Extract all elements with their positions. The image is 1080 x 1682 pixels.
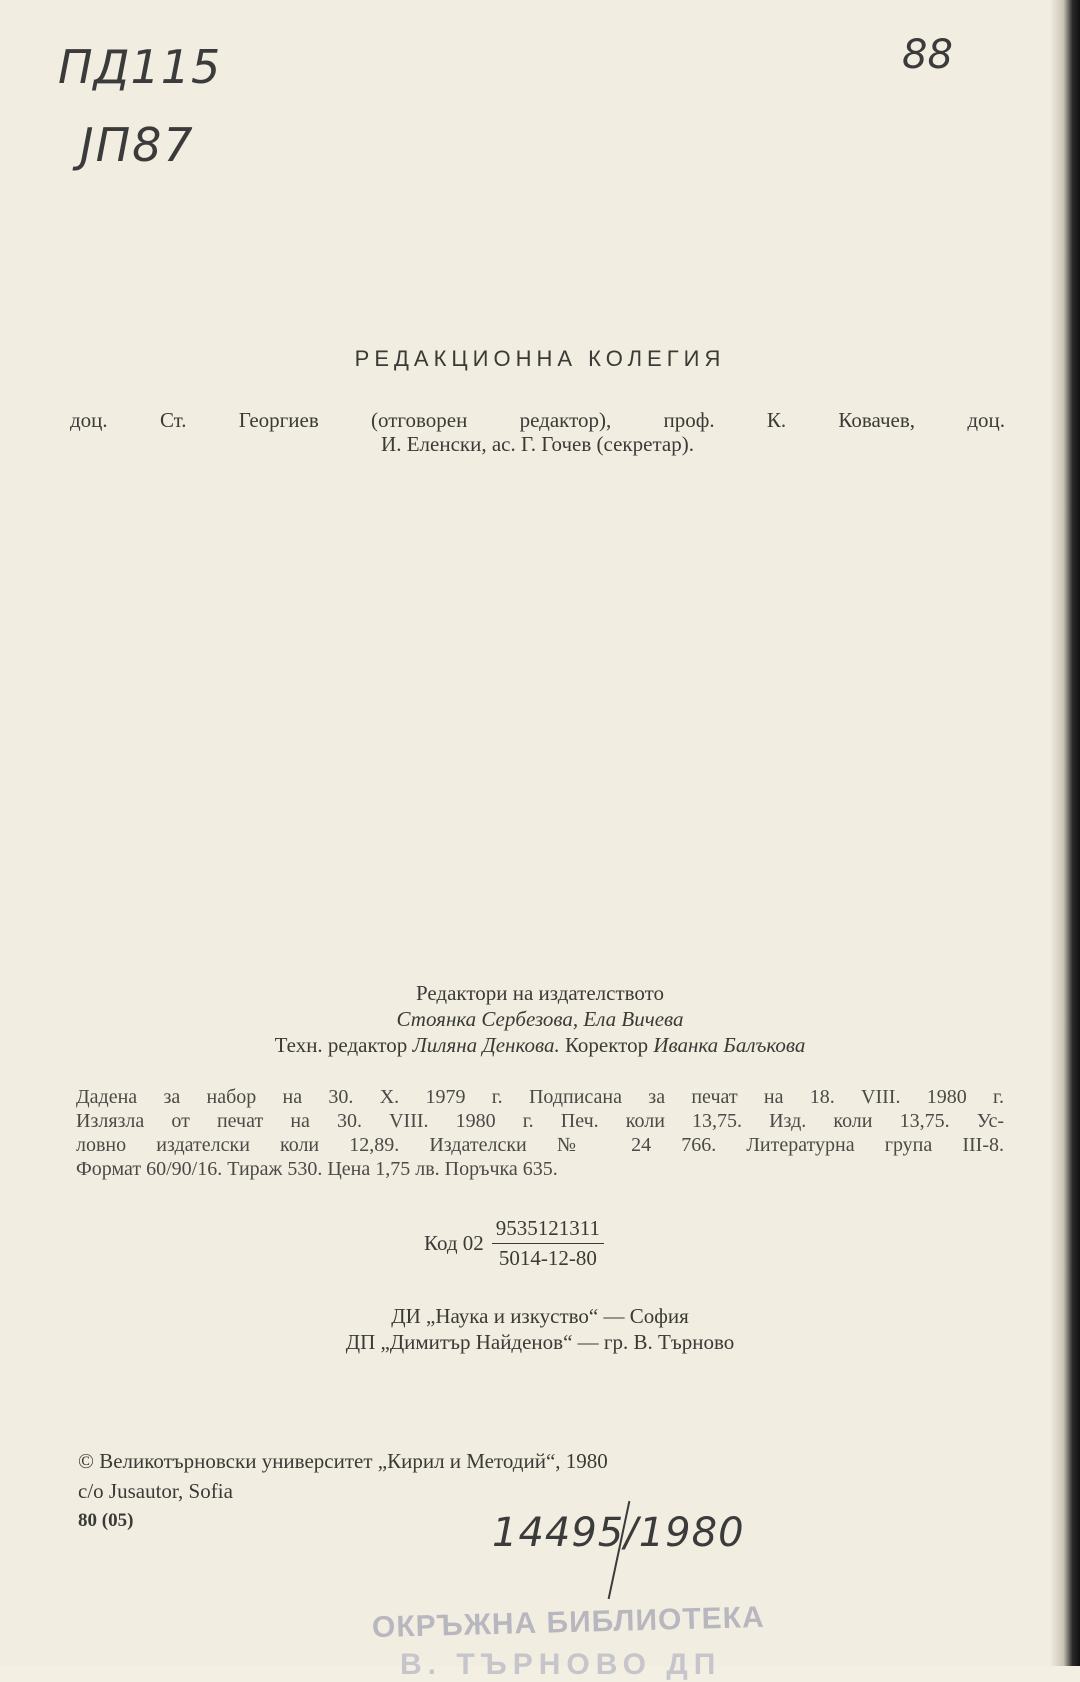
classification-code [424, 1216, 604, 1271]
imprint-line-4: Формат 60/90/16. Тираж 530. Цена 1,75 лв. Поръчка 635. [76, 1158, 558, 1180]
corrector-name: Иванка Балъкова [653, 1033, 806, 1057]
copyright-agency: c/o Jusautor, Sofia [78, 1479, 233, 1503]
publisher-line-1: ДИ „Наука и изкуство“ — София [391, 1304, 689, 1328]
copyright-code: 80 (05) [78, 1510, 134, 1531]
code-fraction [492, 1216, 604, 1271]
corrector-label: Коректор [564, 1033, 649, 1057]
tech-editor-label: Техн. редактор [274, 1033, 408, 1057]
code-denominator: 5014-12-80 [498, 1246, 597, 1270]
publisher-editors-names: Стоянка Сербезова, Ела Вичева [396, 1007, 684, 1031]
copyright-line: © Великотърновски университет „Кирил и Методий“, 1980 [78, 1449, 608, 1473]
code-label: Код 02 [424, 1231, 484, 1255]
publisher-line-2: ДП „Димитър Найденов“ — гр. В. Търново [345, 1330, 735, 1354]
handwritten-page-number: 88 [902, 32, 953, 78]
editorial-members-line-2: И. Еленски, ас. Г. Гочев (секретар). [381, 432, 694, 456]
publisher-credits [0, 980, 1080, 1058]
handwritten-shelf-mark: ПД115 [58, 40, 222, 94]
code-numerator: 9535121311 [492, 1216, 604, 1244]
editorial-members-line-1: доц. Ст. Георгиев (отговорен редактор), проф. К. Ковачев, доц. [70, 408, 1005, 432]
library-stamp-line-2: В. ТЪРНОВО ДП [400, 1648, 722, 1681]
library-stamp: ОКРЪЖНА БИБЛИОТЕКА [371, 1600, 766, 1645]
handwritten-call-number: ЈП87 [80, 118, 195, 172]
handwritten-inventory-number: 14495/1980 [492, 1510, 745, 1556]
imprint-line-1: Дадена за набор на 30. X. 1979 г. Подписана за печат на 18. VIII. 1980 г. [76, 1086, 1004, 1108]
imprint-line-2: Излязла от печат на 30. VIII. 1980 г. Печ. коли 13,75. Изд. коли 13,75. Ус- [76, 1110, 1004, 1132]
tech-editor-line [0, 1032, 1080, 1058]
tech-editor-name: Лиляна Денкова. [412, 1033, 560, 1057]
publishers-block [0, 1303, 1080, 1355]
printing-imprint [76, 1085, 1004, 1181]
book-binding-edge [1050, 0, 1080, 1666]
imprint-line-3: ловно издателски коли 12,89. Издателски № 24 766. Литературна група III-8. [76, 1134, 1004, 1156]
editorial-board-members [70, 408, 1005, 456]
editorial-board-title: РЕДАКЦИОННА КОЛЕГИЯ [354, 346, 726, 371]
publisher-editors-label: Редактори на издателството [415, 981, 665, 1005]
